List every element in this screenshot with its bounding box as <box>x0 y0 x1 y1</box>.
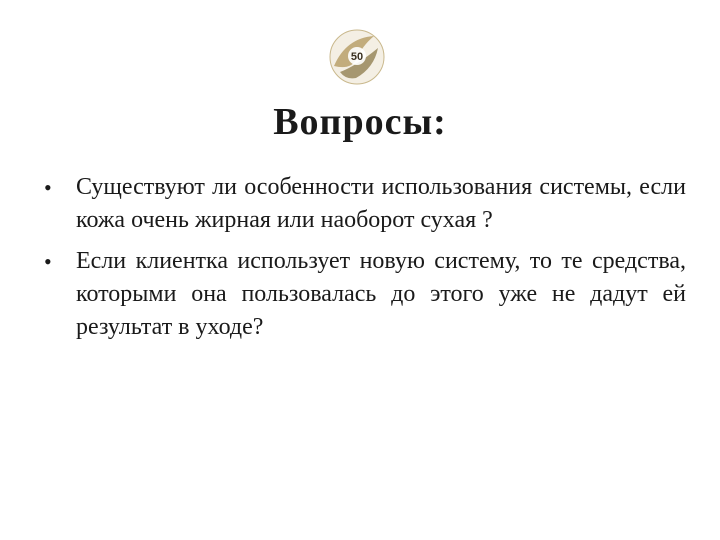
bullet-text-1: Существуют ли особенности использования системы, если кожа очень жирная или наоборот сухая ? <box>76 174 686 233</box>
bullet-dot-icon: • <box>44 175 52 200</box>
bullet-item-2 <box>44 245 686 344</box>
bullet-list <box>44 171 686 352</box>
bullet-item-1 <box>44 171 686 237</box>
anniversary-emblem-icon <box>326 26 388 88</box>
bullet-dot-icon: • <box>44 249 52 274</box>
logo-number: 50 <box>350 51 364 63</box>
bullet-text-2: Если клиентка использует новую систему, то те средства, которыми она пользовалась до этого уже не дадут ей результат в уходе? <box>76 248 686 340</box>
slide-title: Вопросы: <box>273 101 447 143</box>
